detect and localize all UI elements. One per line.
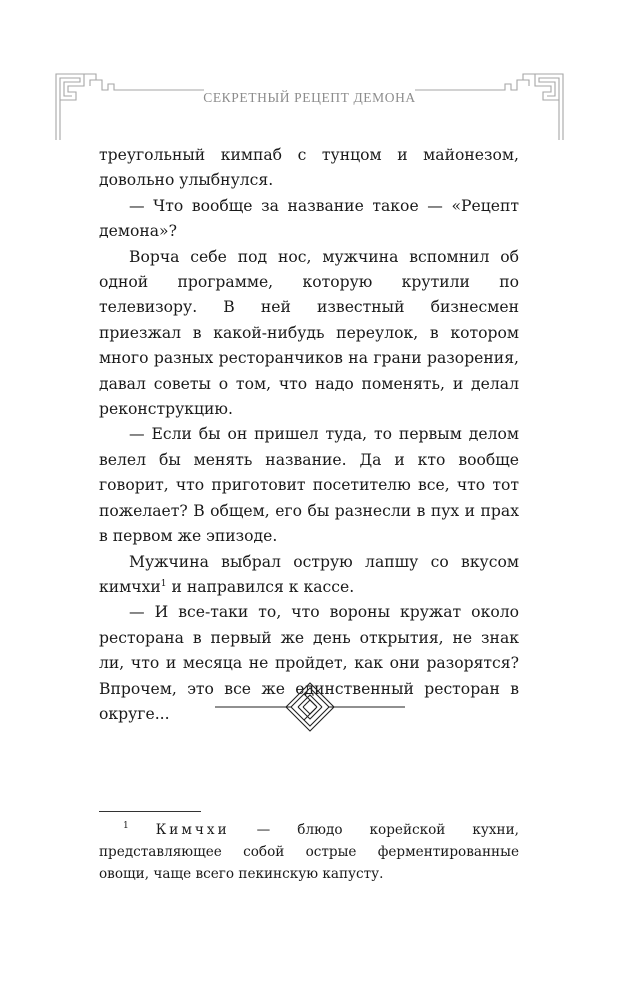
footnote-separator bbox=[99, 811, 201, 812]
paragraph bbox=[99, 550, 519, 601]
running-title: СЕКРЕТНЫЙ РЕЦЕПТ ДЕМОНА bbox=[203, 90, 416, 105]
section-divider-ornament bbox=[215, 680, 405, 734]
body-text bbox=[99, 143, 519, 727]
paragraph: — Если бы он пришел туда, то первым делом велел бы менять название. Да и кто вообще говорит, что приготовит посетителю все, что тот пожелает? В общем, его бы разнесли в пух и прах в первом же эпизоде. bbox=[99, 425, 519, 546]
paragraph: — Что вообще за название такое — «Рецепт демона»? bbox=[99, 196, 519, 241]
paragraph-text: Мужчина выбрал острую лапшу со вкусом кимчхи bbox=[99, 552, 519, 596]
paragraph: треугольный кимпаб с тунцом и майонезом, довольно улыбнулся. bbox=[99, 146, 519, 190]
footnote-number: 1 bbox=[123, 821, 129, 831]
paragraph-text: и направился к кассе. bbox=[166, 577, 355, 596]
running-header bbox=[54, 72, 565, 142]
footnote-text: — блюдо корейской кухни, представляющее собой острые ферментированные овощи, чаще всего пекинскую капусту. bbox=[99, 822, 519, 882]
footnote bbox=[99, 820, 519, 885]
paragraph: — И все-таки то, что вороны кружат около ресторана в первый же день открытия, не знак ли, что и месяца не пройдет, как они разорятся? Впрочем, это все же единственный ресторан в округе... bbox=[99, 603, 519, 723]
footnote-reference[interactable]: 1 bbox=[160, 578, 167, 589]
footnote-term: Кимчхи bbox=[155, 822, 230, 838]
paragraph: Ворча себе под нос, мужчина вспомнил об одной программе, которую крутили по телевизору. В ней известный бизнесмен приезжал в какой-нибудь переулок, в котором много разных ресторанчиков на грани разорения, давал советы о том, что надо поменять, и делал реконструкцию. bbox=[99, 247, 519, 419]
header-frame-ornament bbox=[54, 72, 565, 142]
